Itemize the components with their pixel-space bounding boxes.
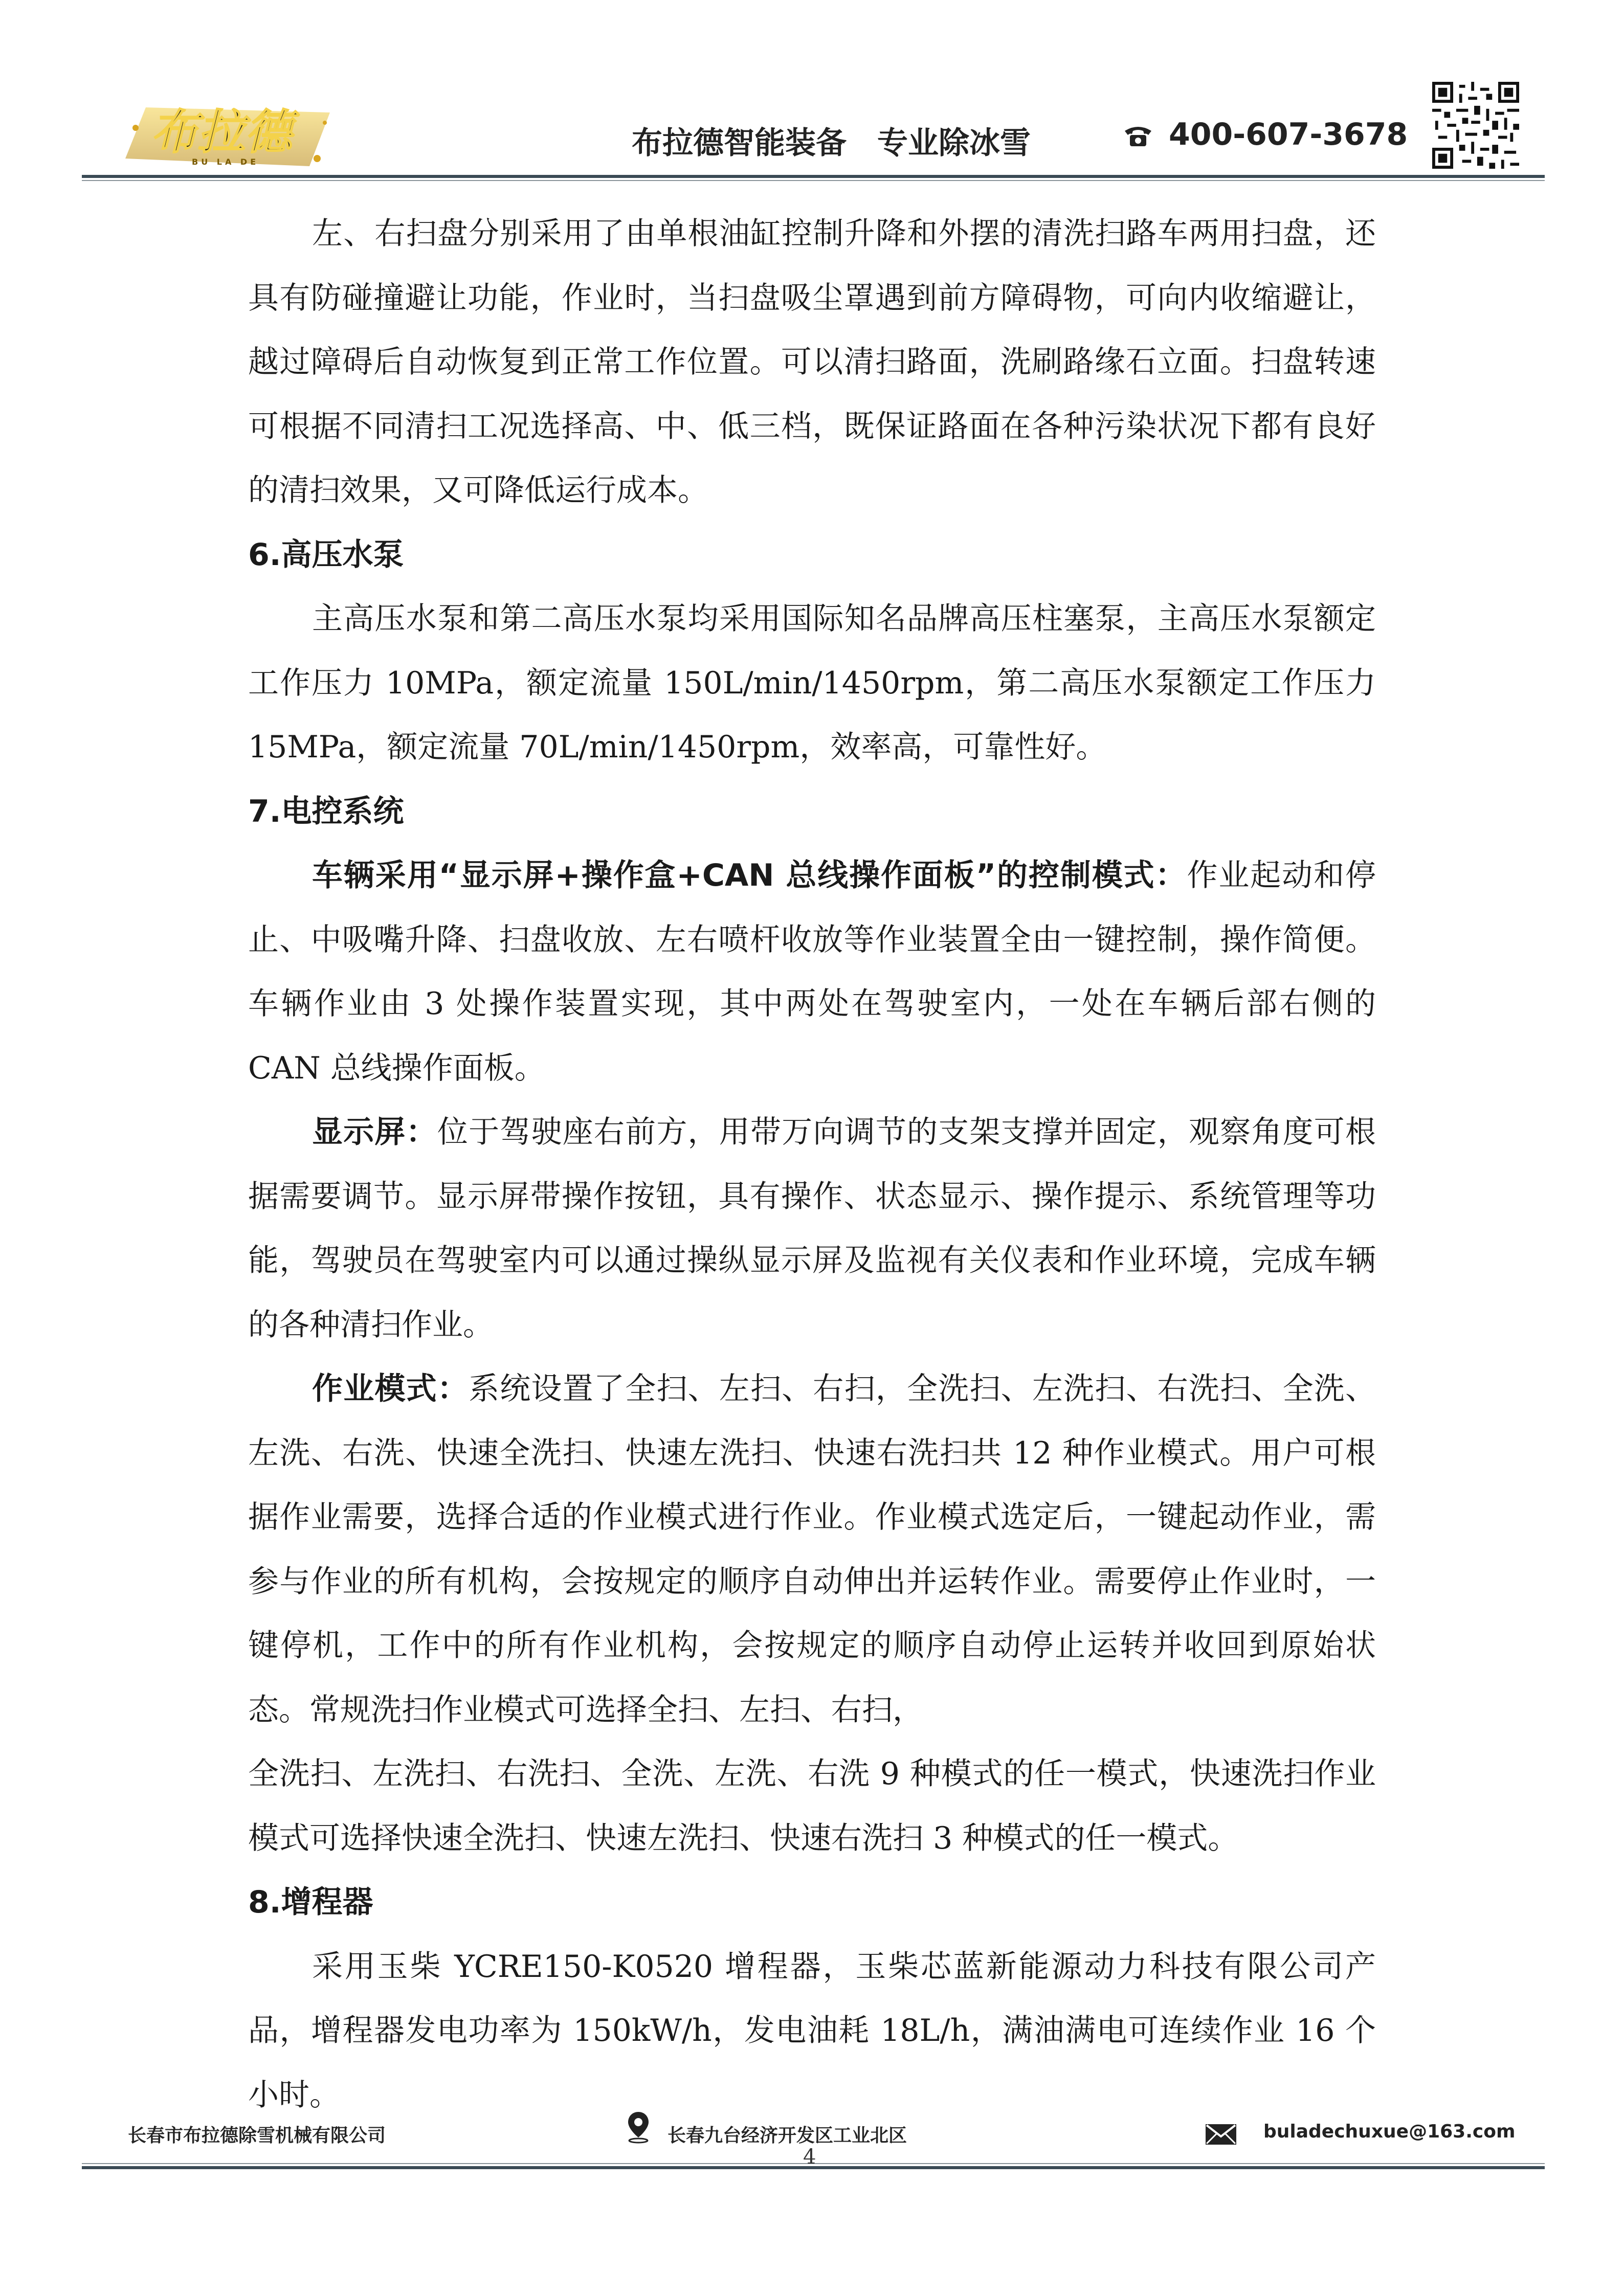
header-tagline [632,119,1031,163]
display-label: 显示屏： [312,1114,437,1150]
logo-wordmark: 布拉德 [151,105,293,160]
section-heading-range-extender: 8.增程器 [248,1884,373,1920]
tagline-brand: 布拉德智能装备 [632,125,847,161]
phone-icon [1123,122,1153,148]
display-text: 位于驾驶座右前方，用带万向调节的支架支撑并固定，观察角度可根据需要调节。显示屏带操作按钮，具有操作、状态显示、操作提示、系统管理等功能，驾驶员在驾驶室内可以通过操纵显示屏及监视有关仪表和作业环境，完成车辆的各种清扫作业。 [248,1114,1376,1343]
qr-code [1432,82,1519,169]
header-rule [82,175,1545,178]
header-rule-thin [82,180,1545,181]
paragraph-pump: 主高压水泵和第二高压水泵均采用国际知名品牌高压柱塞泵，主高压水泵额定工作压力 10MPa，额定流量 150L/min/1450rpm，第二高压水泵额定工作压力15MPa，额定流量 70L/min/1450rpm，效率高，可靠性好。 [248,601,1376,765]
control-mode-label: 车辆采用“显示屏+操作盒+CAN 总线操作面板”的控制模式： [312,858,1187,893]
tagline-slogan: 专业除冰雪 [877,125,1031,161]
location-pin-icon [627,2111,650,2144]
logo-subtext: BU LA DE [192,157,259,167]
paragraph-display [248,1100,1376,1357]
section-heading-control: 7.电控系统 [248,793,404,829]
page-number: 4 [803,2145,816,2169]
paragraph-control-mode [248,844,1376,1100]
paragraph-sweep-disc: 左、右扫盘分别采用了由单根油缸控制升降和外摆的清洗扫路车两用扫盘，还具有防碰撞避让功能，作业时，当扫盘吸尘罩遇到前方障碍物，可向内收缩避让，越过障碍后自动恢复到正常工作位置。可以清扫路面，洗刷路缘石立面。扫盘转速可根据不同清扫工况选择高、中、低三档，既保证路面在各种污染状况下都有良好的清扫效果，又可降低运行成本。 [248,216,1376,508]
footer-email: buladechuxue@163.com [1263,2121,1516,2142]
section-heading-pump: 6.高压水泵 [248,536,404,573]
footer-address: 长春九台经济开发区工业北区 [668,2125,907,2146]
control-mode-text: 作业起动和停止、中吸嘴升降、扫盘收放、左右喷杆收放等作业装置全由一键控制，操作简便。车辆作业由 3 处操作装置实现，其中两处在驾驶室内，一处在车辆后部右侧的 CAN 总线操作面板。 [248,858,1376,1086]
work-mode-label: 作业模式： [312,1371,469,1407]
company-logo [115,97,340,174]
paragraph-range-extender: 采用玉柴 YCRE150-K0520 增程器，玉柴芯蓝新能源动力科技有限公司产品，增程器发电功率为 150kW/h，发电油耗 18L/h，满油满电可连续作业 16 个小时。 [248,1948,1376,2113]
paragraph-work-mode [248,1357,1376,1742]
document-body [248,202,1376,2127]
work-mode-text: 系统设置了全扫、左扫、右扫，全洗扫、左洗扫、右洗扫、全洗、左洗、右洗、快速全洗扫、快速左洗扫、快速右洗扫共 12 种作业模式。用户可根据作业需要，选择合适的作业模式进行作业。作业模式选定后，一键起动作业，需参与作业的所有机构，会按规定的顺序自动伸出并运转作业。需要停止作业时，一键停机，工作中的所有作业机构，会按规定的顺序自动停止运转并收回到原始状态。常规洗扫作业模式可选择全扫、左扫、右扫， [248,1371,1376,1728]
header-phone: 400-607-3678 [1169,117,1408,152]
mail-icon [1205,2123,1237,2146]
footer-company: 长春市布拉德除雪机械有限公司 [128,2125,386,2146]
paragraph-work-mode-cont: 全洗扫、左洗扫、右洗扫、全洗、左洗、右洗 9 种模式的任一模式，快速洗扫作业模式可选择快速全洗扫、快速左洗扫、快速右洗扫 3 种模式的任一模式。 [248,1756,1376,1856]
